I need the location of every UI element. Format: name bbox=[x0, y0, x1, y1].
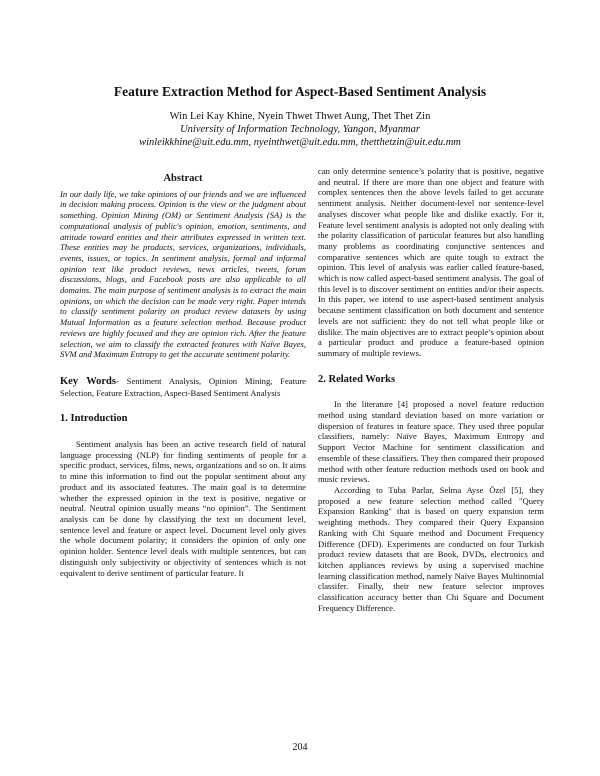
author-names: Win Lei Kay Khine, Nyein Thwet Thwet Aung, Thet Thet Zin bbox=[169, 111, 431, 122]
author-emails: winleikkhine@uit.edu.mm, nyeinthwet@uit.edu.mm, thetthetzin@uit.edu.mm bbox=[139, 137, 461, 148]
paper-title: Feature Extraction Method for Aspect-Based Sentiment Analysis bbox=[113, 84, 487, 99]
left-column bbox=[60, 172, 306, 578]
abstract-text: In our daily life, we take opinions of our friends and we are influenced in decision making process. Opinion is the view or the judgment about something. Opinion Mining (OM) or Sentiment Analysis (SA) is the computational analysis of public's opinion, emotion, sentiments, and attitude toward entities and their attributes expressed in written text. These entities may be products, services, organizations, individuals, events, issues, or topics. In sentiment analysis, formal and informal opinion text like product reviews, news articles, tweets, forum discussions, blogs, and Facebook posts are also applicable to all domains. The main purpose of sentiment analysis is to extract the main opinions, on which the decision can be made very right. Paper intends to classify sentiment polarity on product review datasets by using Mutual Information as a feature selection method. Because product reviews are highly focused and they are opinion rich. After the feature selection, we aim to classify the extracted features with Naïve Bayes, SVM and Maximum Entropy to get the accurate sentiment polarity. bbox=[60, 188, 306, 360]
author-block bbox=[0, 110, 600, 149]
intro-heading: 1. Introduction bbox=[60, 413, 128, 425]
related-works-heading: 2. Related Works bbox=[318, 373, 396, 385]
affiliation: University of Information Technology, Yangon, Myanmar bbox=[180, 124, 420, 135]
keywords-text: - Sentiment Analysis, Opinion Mining, Feature Selection, Feature Extraction, Aspect-Based Sentiment Analysis bbox=[60, 375, 306, 398]
related-works-paragraph-1: In the literature [4] proposed a novel feature reduction method using standard deviation based on more variation or dispersion of features in feature space. They used three popular classifiers, namely: Naïve Bayes, Maximum Entropy and Support Vector Machine for sentiment classification and ensemble of these classifiers. They then compared their proposed method with other feature reduction methods used on book and music reviews. bbox=[318, 399, 544, 485]
related-works-paragraph-2: According to Tuba Parlar, Selma Ayse Özel [5], they proposed a new feature selection method called "Query Expansion Ranking" that is based on query expansion term weighting methods. They compared their Query Expansion Ranking with Chi Square method and Document Frequency Difference (DFD). Experiments are conducted on four Turkish product review datasets that are Book, DVDs, electronics and kitchen appliances reviews by using a supervised machine learning classification method, namely Naïve Bayes Multinomial classifer. Finally, their new feature selector improves classification accuracy better than Chi Square and Document Frequency Difference. bbox=[318, 484, 544, 613]
keywords-label: Key Words bbox=[60, 375, 116, 387]
intro-continued-paragraph: can only determine sentence’s polarity that is positive, negative and neutral. If there are more than one object and feature with complex sentences then the above levels failed to get accurate sentiment analysis. Neither document-level nor sentence-level analyses discover what people like and dislike exactly. For it, Feature level sentiment analysis is adopted not only dealing with the polarity classification of particular features but also handling many problems as coordinating conjunctive sentences and comparative sentences which are quite tough to extract the opinion. This level of analysis was earlier called feature-based, which is now called aspect-based sentiment analysis. The goal of this level is to discover sentiment on entities and/or their aspects. In this paper, we intend to use aspect-based sentiment analysis because sentiment classification on both document and sentence levels are not sufficient: they do not tell what people like or dislike. The main objectives are to extract people’s opinion about a particular product and produce a feature-based opinion summary of multiple reviews. bbox=[318, 166, 544, 358]
page-number: 204 bbox=[292, 742, 308, 753]
right-column bbox=[318, 166, 544, 613]
abstract-heading: Abstract bbox=[163, 173, 203, 184]
keywords bbox=[60, 376, 306, 398]
intro-paragraph: Sentiment analysis has been an active research field of natural language processing (NLP) for finding sentiments of people for a specific product, services, films, news, organizations and so on. It aims to mine this information to find out the popular sentiment about any product and its associated features. The main goal is to determine whether the expressed opinion in the text is positive, negative or neutral. Neutral opinion usually means “no opinion”. The Sentiment analysis can be done by classifying the text on document level, sentence level and feature or aspect level. Document level only gives the whole document polarity; it considers the opinion of only one opinion holder. Sentence level deals with multiple sentences, but can distinguish only subjectivity or objectivity of sentences which is not equivalent to derive sentiment of particular feature. It bbox=[60, 439, 306, 578]
